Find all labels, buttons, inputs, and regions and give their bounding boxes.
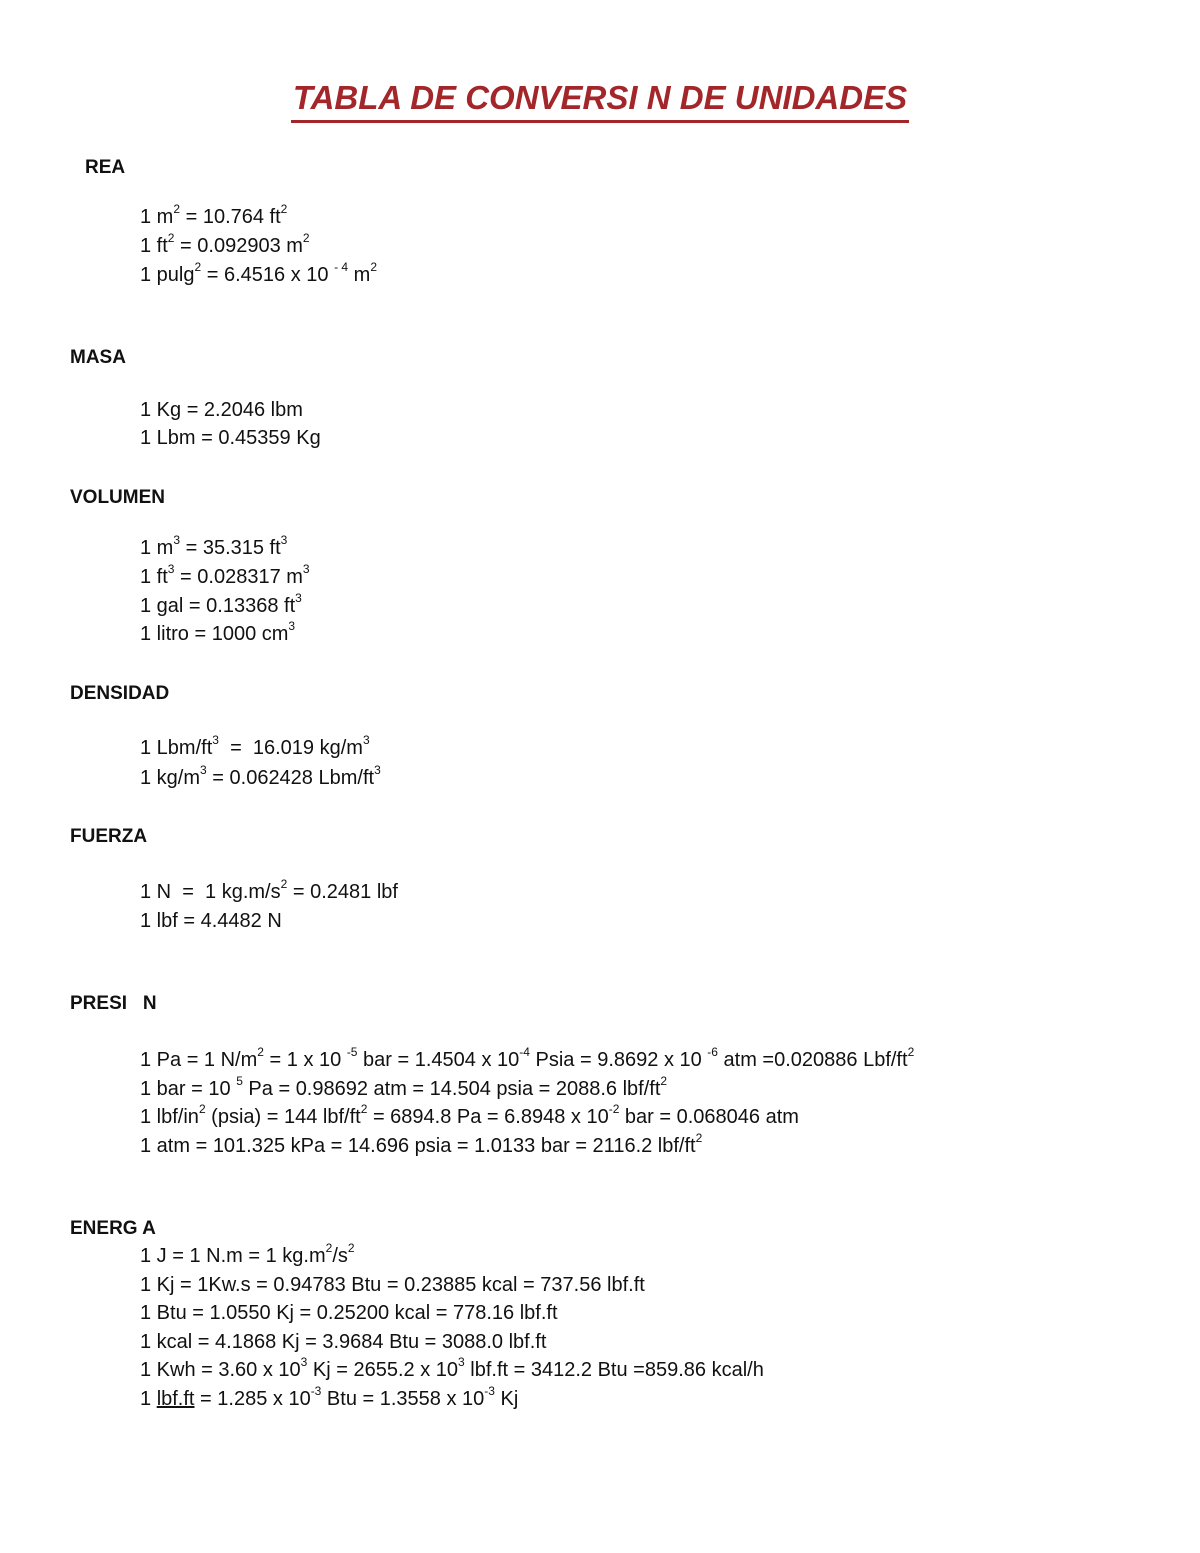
superscript: 2: [280, 877, 288, 892]
superscript: 3: [362, 733, 370, 748]
conversion-line: 1 atm = 101.325 kPa = 14.696 psia = 1.0133 bar = 2116.2 lbf/$ft^2$: [140, 1131, 703, 1157]
superscript: -3: [310, 1384, 322, 1399]
conversion-line: 1 Lbm = 0.45359 Kg: [140, 427, 321, 449]
superscript: 3: [374, 763, 381, 778]
superscript: 2: [907, 1045, 915, 1060]
superscript: 2: [173, 202, 181, 217]
superscript: 2: [360, 1102, 368, 1117]
superscript: -2: [608, 1102, 620, 1117]
superscript: 2: [194, 260, 202, 275]
section-title-fuerza: FUERZA: [70, 826, 148, 847]
superscript: 2: [695, 1131, 703, 1146]
conversion-line: 1 J = 1 N.m = 1 $kg.m^2/s^2$: [140, 1241, 355, 1267]
superscript: -5: [346, 1045, 358, 1060]
section-title-area: REA: [85, 157, 126, 178]
underlined-text: lbf.ft: [156, 1388, 195, 1410]
conversion-line: 1 Kg = 2.2046 lbm: [140, 399, 303, 421]
conversion-line: 1 lbf.ft = 1.285 x $10^{-3}$ Btu = 1.3558 x $10^{-3}$ Kj: [140, 1384, 519, 1410]
superscript: 2: [347, 1241, 355, 1256]
superscript: 2: [302, 231, 310, 246]
superscript: 3: [212, 733, 219, 748]
section-title-densidad: DENSIDAD: [70, 683, 170, 704]
superscript: 2: [167, 231, 175, 246]
section-title-volumen: VOLUMEN: [70, 487, 165, 508]
conversion-line: 1 $m^3 = 35.315$ $ft^3$: [140, 533, 288, 559]
superscript: 3: [280, 533, 288, 548]
conversion-line: 1 Kj = 1Kw.s = 0.94783 Btu = 0.23885 kcal = 737.56 lbf.ft: [140, 1274, 645, 1296]
conversion-line: 1 $m^2 = 10.764$ $ft^2$: [140, 202, 288, 228]
section-title-energia: ENERG A: [70, 1218, 156, 1239]
superscript: - 4: [334, 260, 349, 275]
superscript: 2: [257, 1045, 264, 1060]
superscript: 3: [295, 591, 302, 606]
superscript: -4: [519, 1045, 530, 1060]
conversion-line: 1 $kg/m^3 = 0.062428$ Lbm/$ft^3$: [140, 763, 381, 789]
superscript: 3: [458, 1355, 465, 1370]
conversion-line: 1 $ft^3 = 0.028317$ $m^3$: [140, 562, 310, 588]
superscript: 2: [198, 1102, 206, 1117]
superscript: 3: [200, 763, 207, 778]
conversion-line: 1 lbf/$in^2$ (psia) = 144 lbf/$ft^2 = 6894.8$ Pa = 6.8948 x $10^{-2}$ bar = 0.068046 atm: [140, 1102, 799, 1128]
conversion-line: 1 Kwh = 3.60 x $10^3$ Kj = 2655.2 x $10^3$ lbf.ft = 3412.2 Btu =859.86 kcal/h: [140, 1355, 764, 1381]
superscript: -3: [484, 1384, 495, 1399]
conversion-line: 1 pulg$^2$ = 6.4516 x 10 $^{- 4}$ $m^2$: [140, 260, 377, 286]
conversion-line: 1 litro = 1000 $cm^3$: [140, 619, 296, 645]
superscript: 2: [325, 1241, 333, 1256]
page-title-text: TABLA DE CONVERSI N DE UNIDADES: [291, 78, 909, 123]
page-title: [0, 78, 1200, 123]
conversion-line: 1 lbf = 4.4482 N: [140, 910, 282, 932]
superscript: 3: [288, 619, 296, 634]
section-title-masa: MASA: [70, 347, 126, 368]
superscript: 2: [370, 260, 377, 275]
conversion-line: 1 Btu = 1.0550 Kj = 0.25200 kcal = 778.16 lbf.ft: [140, 1302, 558, 1324]
superscript: 5: [236, 1074, 243, 1089]
conversion-line: 1 Lbm/$ft^3 = 16.019$ $kg/m^3$: [140, 733, 370, 759]
conversion-line: 1 Pa = 1 $N/m^2 = 1$ x 10 $^{-5}$ bar = 1.4504 x $10^{-4}$ Psia = 9.8692 x 10 $^{-6}$ atm =0.020886 Lbf/$ft^2$: [140, 1045, 915, 1071]
section-title-presion: PRESI N: [70, 993, 157, 1014]
conversion-line: 1 bar = 10 $^5$ Pa = 0.98692 atm = 14.504 psia = 2088.6 lbf/$ft^2$: [140, 1074, 668, 1100]
superscript: -6: [707, 1045, 718, 1060]
superscript: 3: [302, 562, 310, 577]
superscript: 3: [167, 562, 175, 577]
conversion-line: 1 $ft^2 = 0.092903$ $m^2$: [140, 231, 310, 257]
conversion-line: 1 kcal = 4.1868 Kj = 3.9684 Btu = 3088.0 lbf.ft: [140, 1331, 547, 1353]
conversion-line: 1 gal = 0.13368 $ft^3$: [140, 591, 302, 617]
superscript: 3: [300, 1355, 308, 1370]
superscript: 3: [173, 533, 181, 548]
conversion-line: 1 N = 1 $kg.m/s^2 = 0.2481$ lbf: [140, 877, 398, 903]
superscript: 2: [280, 202, 288, 217]
superscript: 2: [660, 1074, 668, 1089]
